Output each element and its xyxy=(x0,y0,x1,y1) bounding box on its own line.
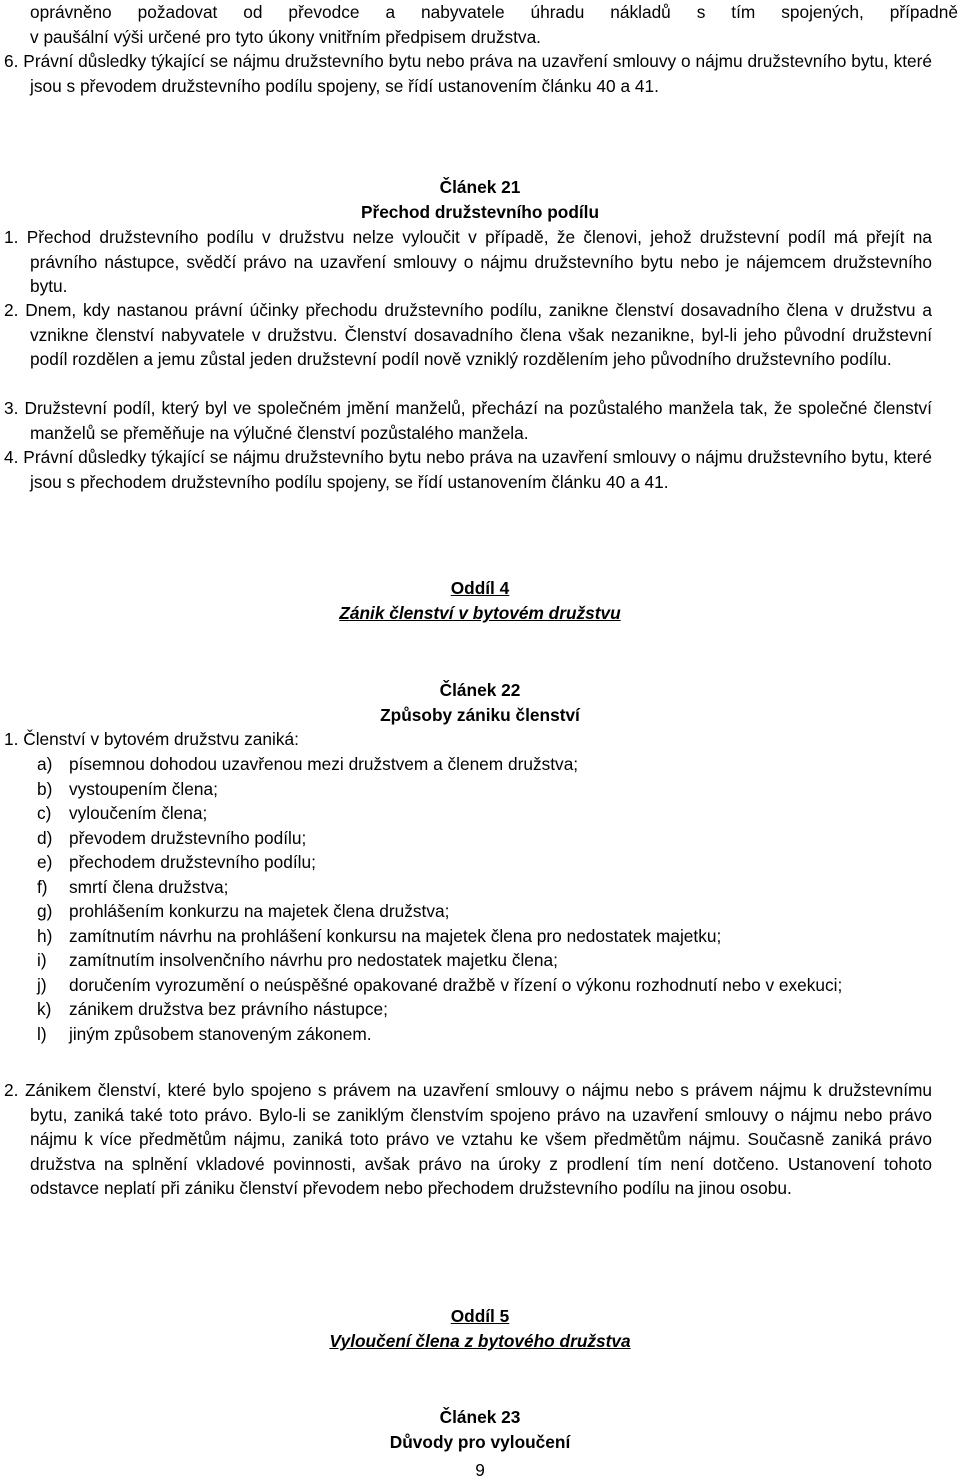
list-item xyxy=(37,752,957,777)
list-item-label: d) xyxy=(37,827,53,848)
list-item xyxy=(37,899,957,924)
list-item xyxy=(37,924,957,949)
list-item xyxy=(37,801,957,826)
paragraph-text: Družstevní podíl, který byl ve společném jmění manželů, přechází na pozůstalého manžela tak, že společné členství manželů se přeměňuje na výlučné členství pozůstalého manžela. xyxy=(24,398,932,443)
paragraph-number: 1. xyxy=(4,227,19,247)
paragraph-text: Právní důsledky týkající se nájmu družstevního bytu nebo práva na uzavření smlouvy o nájmu družstevního bytu, které jsou s převodem družstevního podílu spojeny, se řídí ustanovením článku 40 a 41. xyxy=(23,51,932,96)
article-22-paragraph-1 xyxy=(4,727,932,752)
list-item xyxy=(37,777,957,802)
paragraph-text: Přechod družstevního podílu v družstvu nelze vyloučit v případě, že členovi, jehož družstevní podíl má přejít na právního nástupce, svědčí právo na uzavření smlouvy o nájmu družstevního bytu nebo je nájemcem družstevního bytu. xyxy=(26,227,932,296)
continuation-line-2: v paušální výši určené pro tyto úkony vnitřním předpisem družstva. xyxy=(30,26,541,47)
article-21-heading: Článek 21 xyxy=(439,177,521,197)
article-22-paragraph-2 xyxy=(4,1078,932,1201)
paragraph-text: Dnem, kdy nastanou právní účinky přechodu družstevního podílu, zanikne členství dosavadního člena v družstvu a vznikne členství nabyvatele v družstvu. Členství dosavadního člena však nezanikne, byl-li jeho původní družstevní podíl rozdělen a jemu zůstal jeden družstevní podíl nově vzniklý rozdělením jeho původního družstevního podílu. xyxy=(25,300,932,369)
paragraph-number: 6. xyxy=(4,51,19,71)
list-item-label: g) xyxy=(37,901,53,921)
continuation-line-1: oprávněno požadovat od převodce a nabyvatele úhradu nákladů s tím spojených, případně xyxy=(30,2,958,22)
paragraph-number: 2. xyxy=(4,1080,19,1100)
termination-list xyxy=(37,752,957,1046)
article-23-heading: Článek 23 xyxy=(439,1407,521,1427)
list-item-text: vyloučením člena; xyxy=(69,803,208,823)
list-item-text: jiným způsobem stanoveným zákonem. xyxy=(69,1023,372,1044)
section-4-title: Zánik členství v bytovém družstvu xyxy=(339,603,621,623)
paragraph-6 xyxy=(4,49,932,98)
article-23-title: Důvody pro vyloučení xyxy=(389,1432,571,1452)
list-item-label: h) xyxy=(37,925,53,946)
list-item-text: zamítnutím návrhu na prohlášení konkursu na majetek člena pro nedostatek majetku; xyxy=(69,925,722,946)
list-item-label: a) xyxy=(37,754,53,774)
list-item-label: l) xyxy=(37,1023,47,1044)
list-item-text: zánikem družstva bez právního nástupce; xyxy=(69,999,388,1019)
list-item-text: vystoupením člena; xyxy=(69,778,218,799)
list-item xyxy=(37,875,957,900)
list-item-text: písemnou dohodou uzavřenou mezi družstvem a členem družstva; xyxy=(69,754,579,774)
list-item-text: zamítnutím insolvenčního návrhu pro nedostatek majetku člena; xyxy=(69,950,558,970)
paragraph-lead: Členství v bytovém družstvu zaniká: xyxy=(23,729,299,749)
section-5-title: Vyloučení člena z bytového družstva xyxy=(329,1331,631,1351)
paragraph-number: 1. xyxy=(4,729,19,749)
list-item-text: prohlášením konkurzu na majetek člena družstva; xyxy=(69,901,450,921)
list-item-label: b) xyxy=(37,778,53,799)
list-item-label: j) xyxy=(37,974,47,995)
list-item-text: smrtí člena družstva; xyxy=(69,876,229,897)
article-21-paragraph-1 xyxy=(4,225,932,299)
article-22-title: Způsoby zániku členství xyxy=(380,705,580,725)
list-item xyxy=(37,850,957,875)
list-item-label: i) xyxy=(37,950,47,970)
list-item xyxy=(37,997,957,1022)
paragraph-text: Zánikem členství, které bylo spojeno s právem na uzavření smlouvy o nájmu nebo s právem nájmu k družstevnímu bytu, zaniká také toto právo. Bylo-li se zaniklým členstvím spojeno právo na uzavření smlouvy o nájmu nebo právo nájmu k více předmětům nájmu, zaniká toto právo ve vztahu ke všem předmětům nájmu. Současně zaniká právo družstva na splnění vkladové povinnosti, avšak právo na úroky z prodlení tím není dotčeno. Ustanovení tohoto odstavce neplatí při zániku členství převodem nebo přechodem družstevního podílu na jinou osobu. xyxy=(24,1080,932,1198)
list-item-text: doručením vyrozumění o neúspěšné opakované dražbě v řízení o výkonu rozhodnutí nebo v exekuci; xyxy=(69,974,843,995)
paragraph-number: 4. xyxy=(4,447,19,467)
section-4-heading: Oddíl 4 xyxy=(450,578,510,598)
paragraph-text: Právní důsledky týkající se nájmu družstevního bytu nebo práva na uzavření smlouvy o nájmu družstevního bytu, které jsou s přechodem družstevního podílu spojeny, se řídí ustanovením článku 40 a 41. xyxy=(23,447,932,492)
list-item-label: e) xyxy=(37,852,53,872)
page-number: 9 xyxy=(475,1460,485,1480)
list-item xyxy=(37,973,957,998)
continuation-paragraph xyxy=(30,0,958,49)
list-item xyxy=(37,948,957,973)
list-item-label: k) xyxy=(37,999,52,1019)
article-21-title: Přechod družstevního podílu xyxy=(360,202,600,222)
list-item-text: převodem družstevního podílu; xyxy=(69,827,307,848)
list-item xyxy=(37,1022,957,1047)
section-5-heading: Oddíl 5 xyxy=(450,1306,510,1326)
paragraph-number: 3. xyxy=(4,398,19,418)
article-22-heading: Článek 22 xyxy=(439,680,521,700)
paragraph-number: 2. xyxy=(4,300,19,320)
list-item xyxy=(37,826,957,851)
article-21-paragraph-2 xyxy=(4,298,932,372)
list-item-label: c) xyxy=(37,803,52,823)
list-item-text: přechodem družstevního podílu; xyxy=(69,852,316,872)
article-21-paragraph-4 xyxy=(4,445,932,494)
list-item-label: f) xyxy=(37,876,48,897)
article-21-paragraph-3 xyxy=(4,396,932,445)
